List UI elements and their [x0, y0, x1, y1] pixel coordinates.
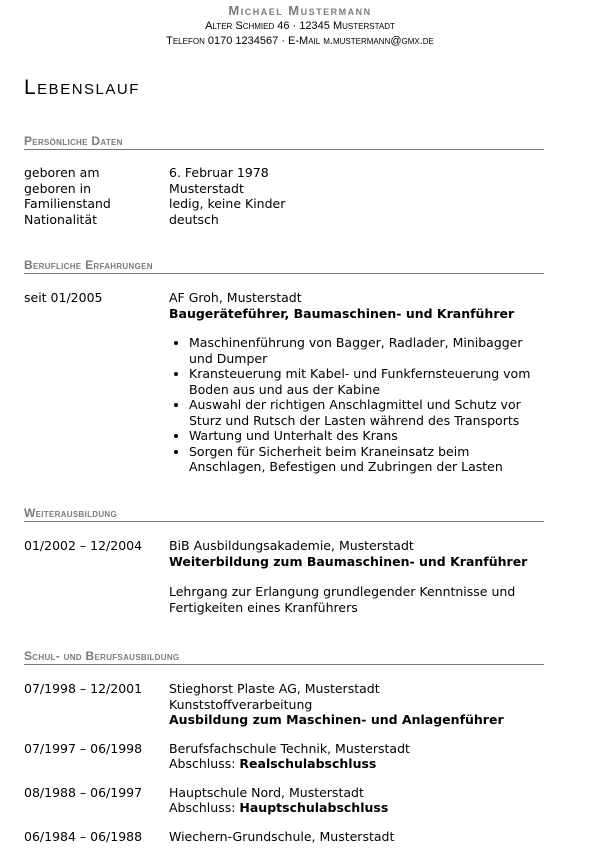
entry-qualification: Realschulabschluss — [239, 756, 377, 771]
education-entry — [24, 829, 544, 845]
personal-row — [24, 196, 544, 212]
section-heading-training: Weiterausbildung — [24, 506, 544, 522]
entry-qualification: Ausbildung zum Maschinen- und Anlagenführer — [169, 712, 504, 727]
experience-entry — [24, 290, 544, 475]
row-value: ledig, keine Kinder — [169, 196, 286, 211]
entry-course: Weiterbildung zum Baumaschinen- und Kranführer — [169, 553, 528, 569]
training-entry — [24, 538, 544, 615]
address-line: Alter Schmied 46 · 12345 Musterstadt — [205, 20, 395, 32]
entry-date: 07/1998 – 12/2001 — [24, 681, 143, 696]
section-heading-personal: Persönliche Daten — [24, 134, 544, 150]
entry-line: Berufsfachschule Technik, Musterstadt — [169, 740, 410, 756]
entry-line: Hauptschule Nord, Musterstadt — [169, 784, 364, 800]
document-title: Lebenslauf — [24, 76, 140, 99]
section-personal — [24, 134, 544, 227]
list-item: • Maschinenführung von Bagger, Radlader, Minibagger und Dumper — [189, 335, 544, 366]
qualification-prefix: Abschluss: — [169, 800, 240, 815]
entry-date: 01/2002 – 12/2004 — [24, 538, 143, 553]
entry-date: 07/1997 – 06/1998 — [24, 740, 143, 756]
list-item: • Kransteuerung mit Kabel- und Funkfernsteuerung vom Boden aus und aus der Kabine — [189, 366, 544, 397]
applicant-name: Michael Mustermann — [228, 3, 372, 18]
row-value: deutsch — [169, 211, 219, 227]
personal-row — [24, 181, 544, 197]
education-entry — [24, 785, 544, 816]
section-education — [24, 649, 544, 857]
entry-institution: BiB Ausbildungsakademie, Musterstadt — [169, 538, 414, 553]
personal-row — [24, 165, 544, 181]
section-experience — [24, 258, 544, 488]
entry-description: Lehrgang zur Erlangung grundlegender Kenntnisse und Fertigkeiten eines Kranführers — [169, 584, 516, 615]
row-label: geboren am — [24, 165, 100, 180]
entry-date: 06/1984 – 06/1988 — [24, 828, 143, 844]
task-list — [169, 335, 544, 475]
row-value: Musterstadt — [169, 180, 244, 196]
cv-header — [0, 0, 600, 49]
qualification-prefix: Abschluss: — [169, 756, 240, 771]
contact-line: Telefon 0170 1234567 · E-Mail m.mustermann@gmx.de — [166, 35, 434, 47]
list-item: • Sorgen für Sicherheit beim Kraneinsatz beim Anschlagen, Befestigen und Zubringen der Lasten — [189, 444, 544, 475]
section-training — [24, 506, 544, 628]
row-label: Nationalität — [24, 211, 98, 227]
row-label: geboren in — [24, 180, 92, 196]
section-heading-education: Schul- und Berufsausbildung — [24, 649, 544, 665]
section-heading-experience: Berufliche Erfahrungen — [24, 258, 544, 274]
entry-line: Stieghorst Plaste AG, Musterstadt — [169, 681, 380, 696]
entry-qualification: Hauptschulabschluss — [239, 800, 389, 815]
entry-date: 08/1988 – 06/1997 — [24, 784, 143, 800]
entry-date: seit 01/2005 — [24, 290, 103, 305]
row-label: Familienstand — [24, 196, 111, 211]
list-item: • Wartung und Unterhalt des Krans — [189, 428, 544, 444]
personal-row — [24, 212, 544, 228]
education-entry — [24, 681, 544, 728]
row-value: 6. Februar 1978 — [169, 165, 269, 180]
entry-role: Baugeräteführer, Baumaschinen- und Kranführer — [169, 305, 515, 321]
education-entry — [24, 741, 544, 772]
entry-line: Wiechern-Grundschule, Musterstadt — [169, 828, 395, 844]
list-item: • Auswahl der richtigen Anschlagmittel und Schutz vor Sturz und Rutsch der Lasten während des Transports — [189, 397, 544, 428]
entry-company: AF Groh, Musterstadt — [169, 290, 302, 305]
entry-line: Kunststoffverarbeitung — [169, 696, 313, 712]
